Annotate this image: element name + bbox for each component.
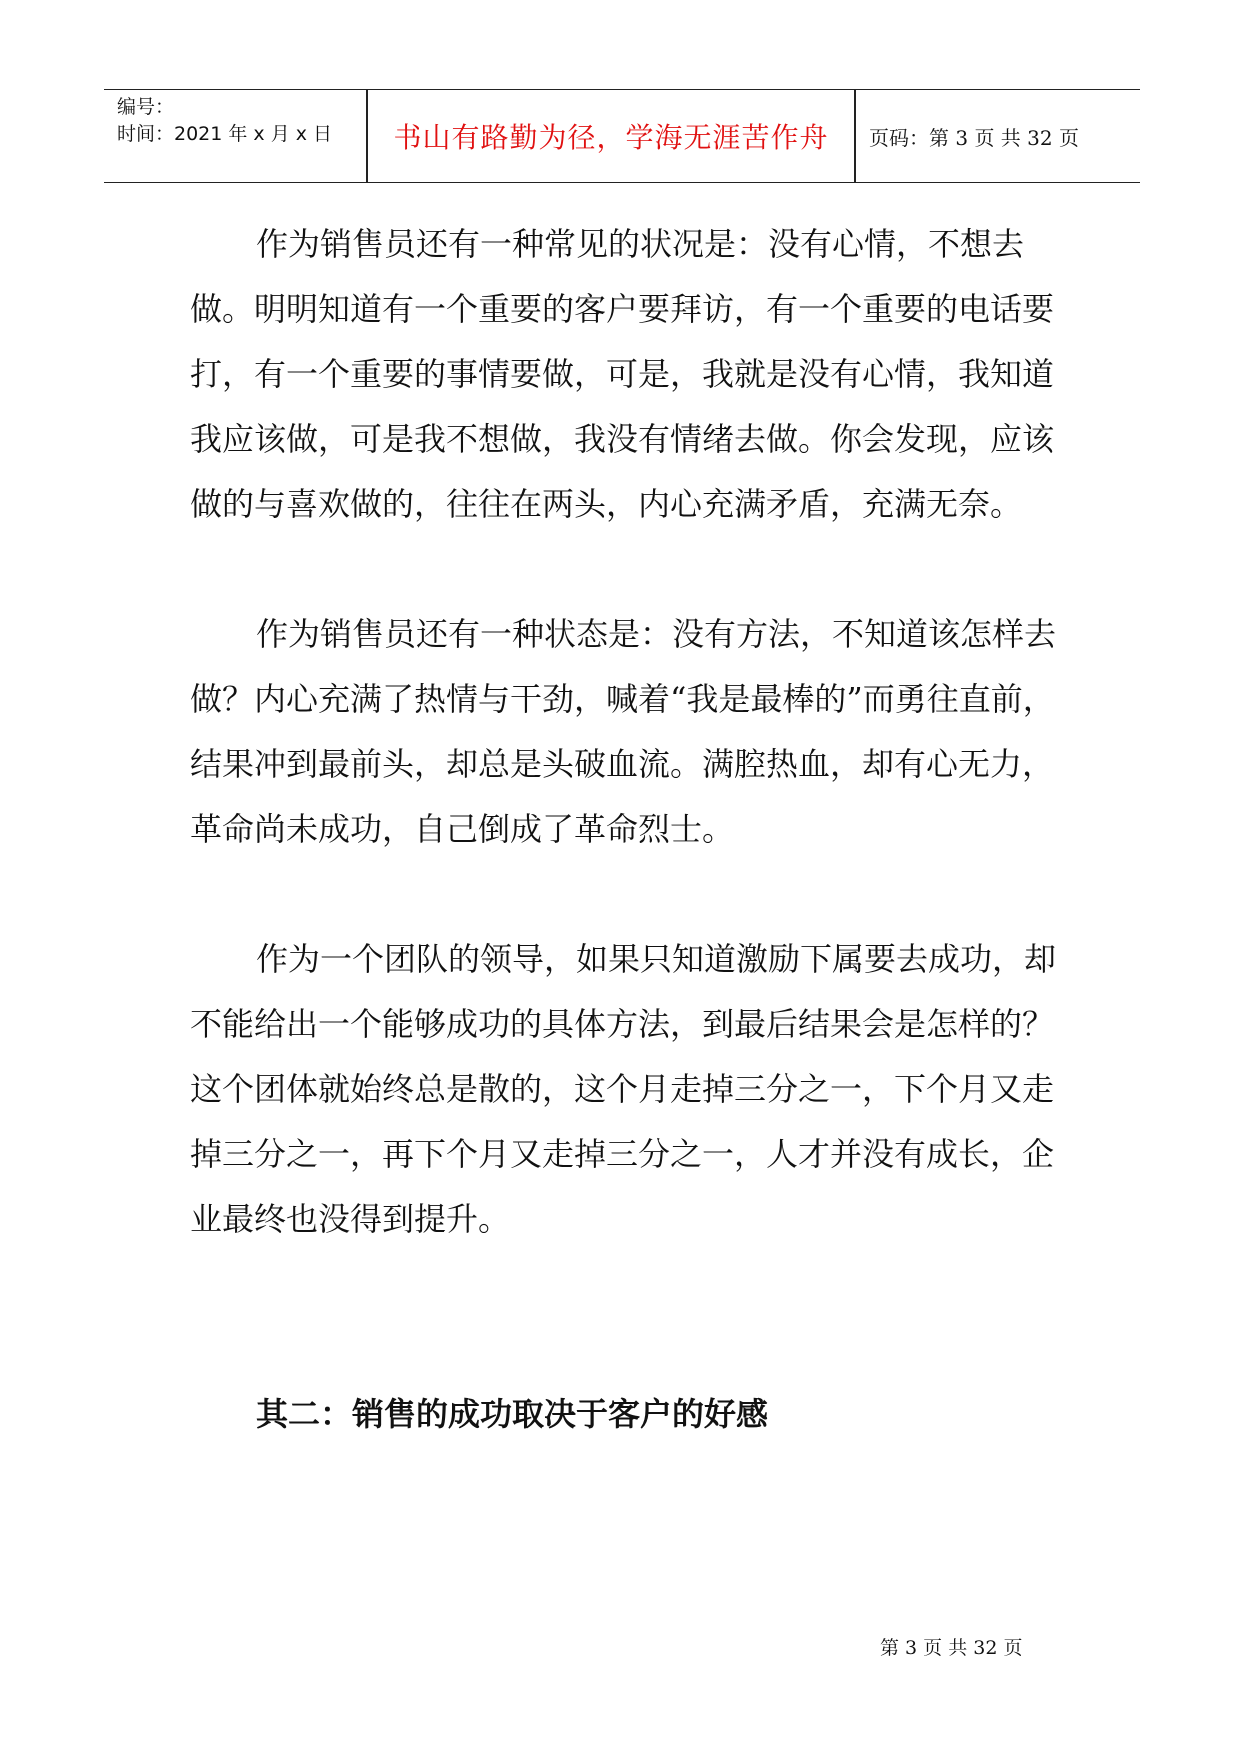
- document-body: [190, 212, 1068, 1447]
- number-label: 编号：: [117, 96, 175, 118]
- body-paragraph: 作为一个团队的领导，如果只知道激励下属要去成功，却不能给出一个能够成功的具体方法，到最后结果会是怎样的？这个团体就始终总是散的，这个月走掉三分之一，下个月又走掉三分之一，再下个月又走掉三分之一，人才并没有成长，企业最终也没得到提升。: [190, 940, 1057, 1238]
- page-header: [104, 89, 1140, 183]
- header-meta: [104, 90, 366, 182]
- time-label: 时间：2021 年 x 月 x 日: [117, 123, 333, 145]
- section-heading: 其二：销售的成功取决于客户的好感: [256, 1395, 769, 1433]
- header-page-label: 页码：第 3 页 共 32 页: [869, 125, 1079, 150]
- body-paragraph: 作为销售员还有一种常见的状况是：没有心情，不想去做。明明知道有一个重要的客户要拜访，有一个重要的电话要打，有一个重要的事情要做，可是，我就是没有心情，我知道我应该做，可是我不想做，我没有情绪去做。你会发现，应该做的与喜欢做的，往往在两头，内心充满矛盾，充满无奈。: [190, 225, 1055, 523]
- page-footer: 第 3 页 共 32 页: [880, 1637, 1023, 1659]
- body-paragraph: 作为销售员还有一种状态是：没有方法，不知道该怎样去做？内心充满了热情与干劲，喊着“我是最棒的”而勇往直前，结果冲到最前头，却总是头破血流。满腔热血，却有心无力，革命尚未成功，自己倒成了革命烈士。: [190, 615, 1057, 848]
- header-motto: 书山有路勤为径，学海无涯苦作舟: [393, 121, 829, 154]
